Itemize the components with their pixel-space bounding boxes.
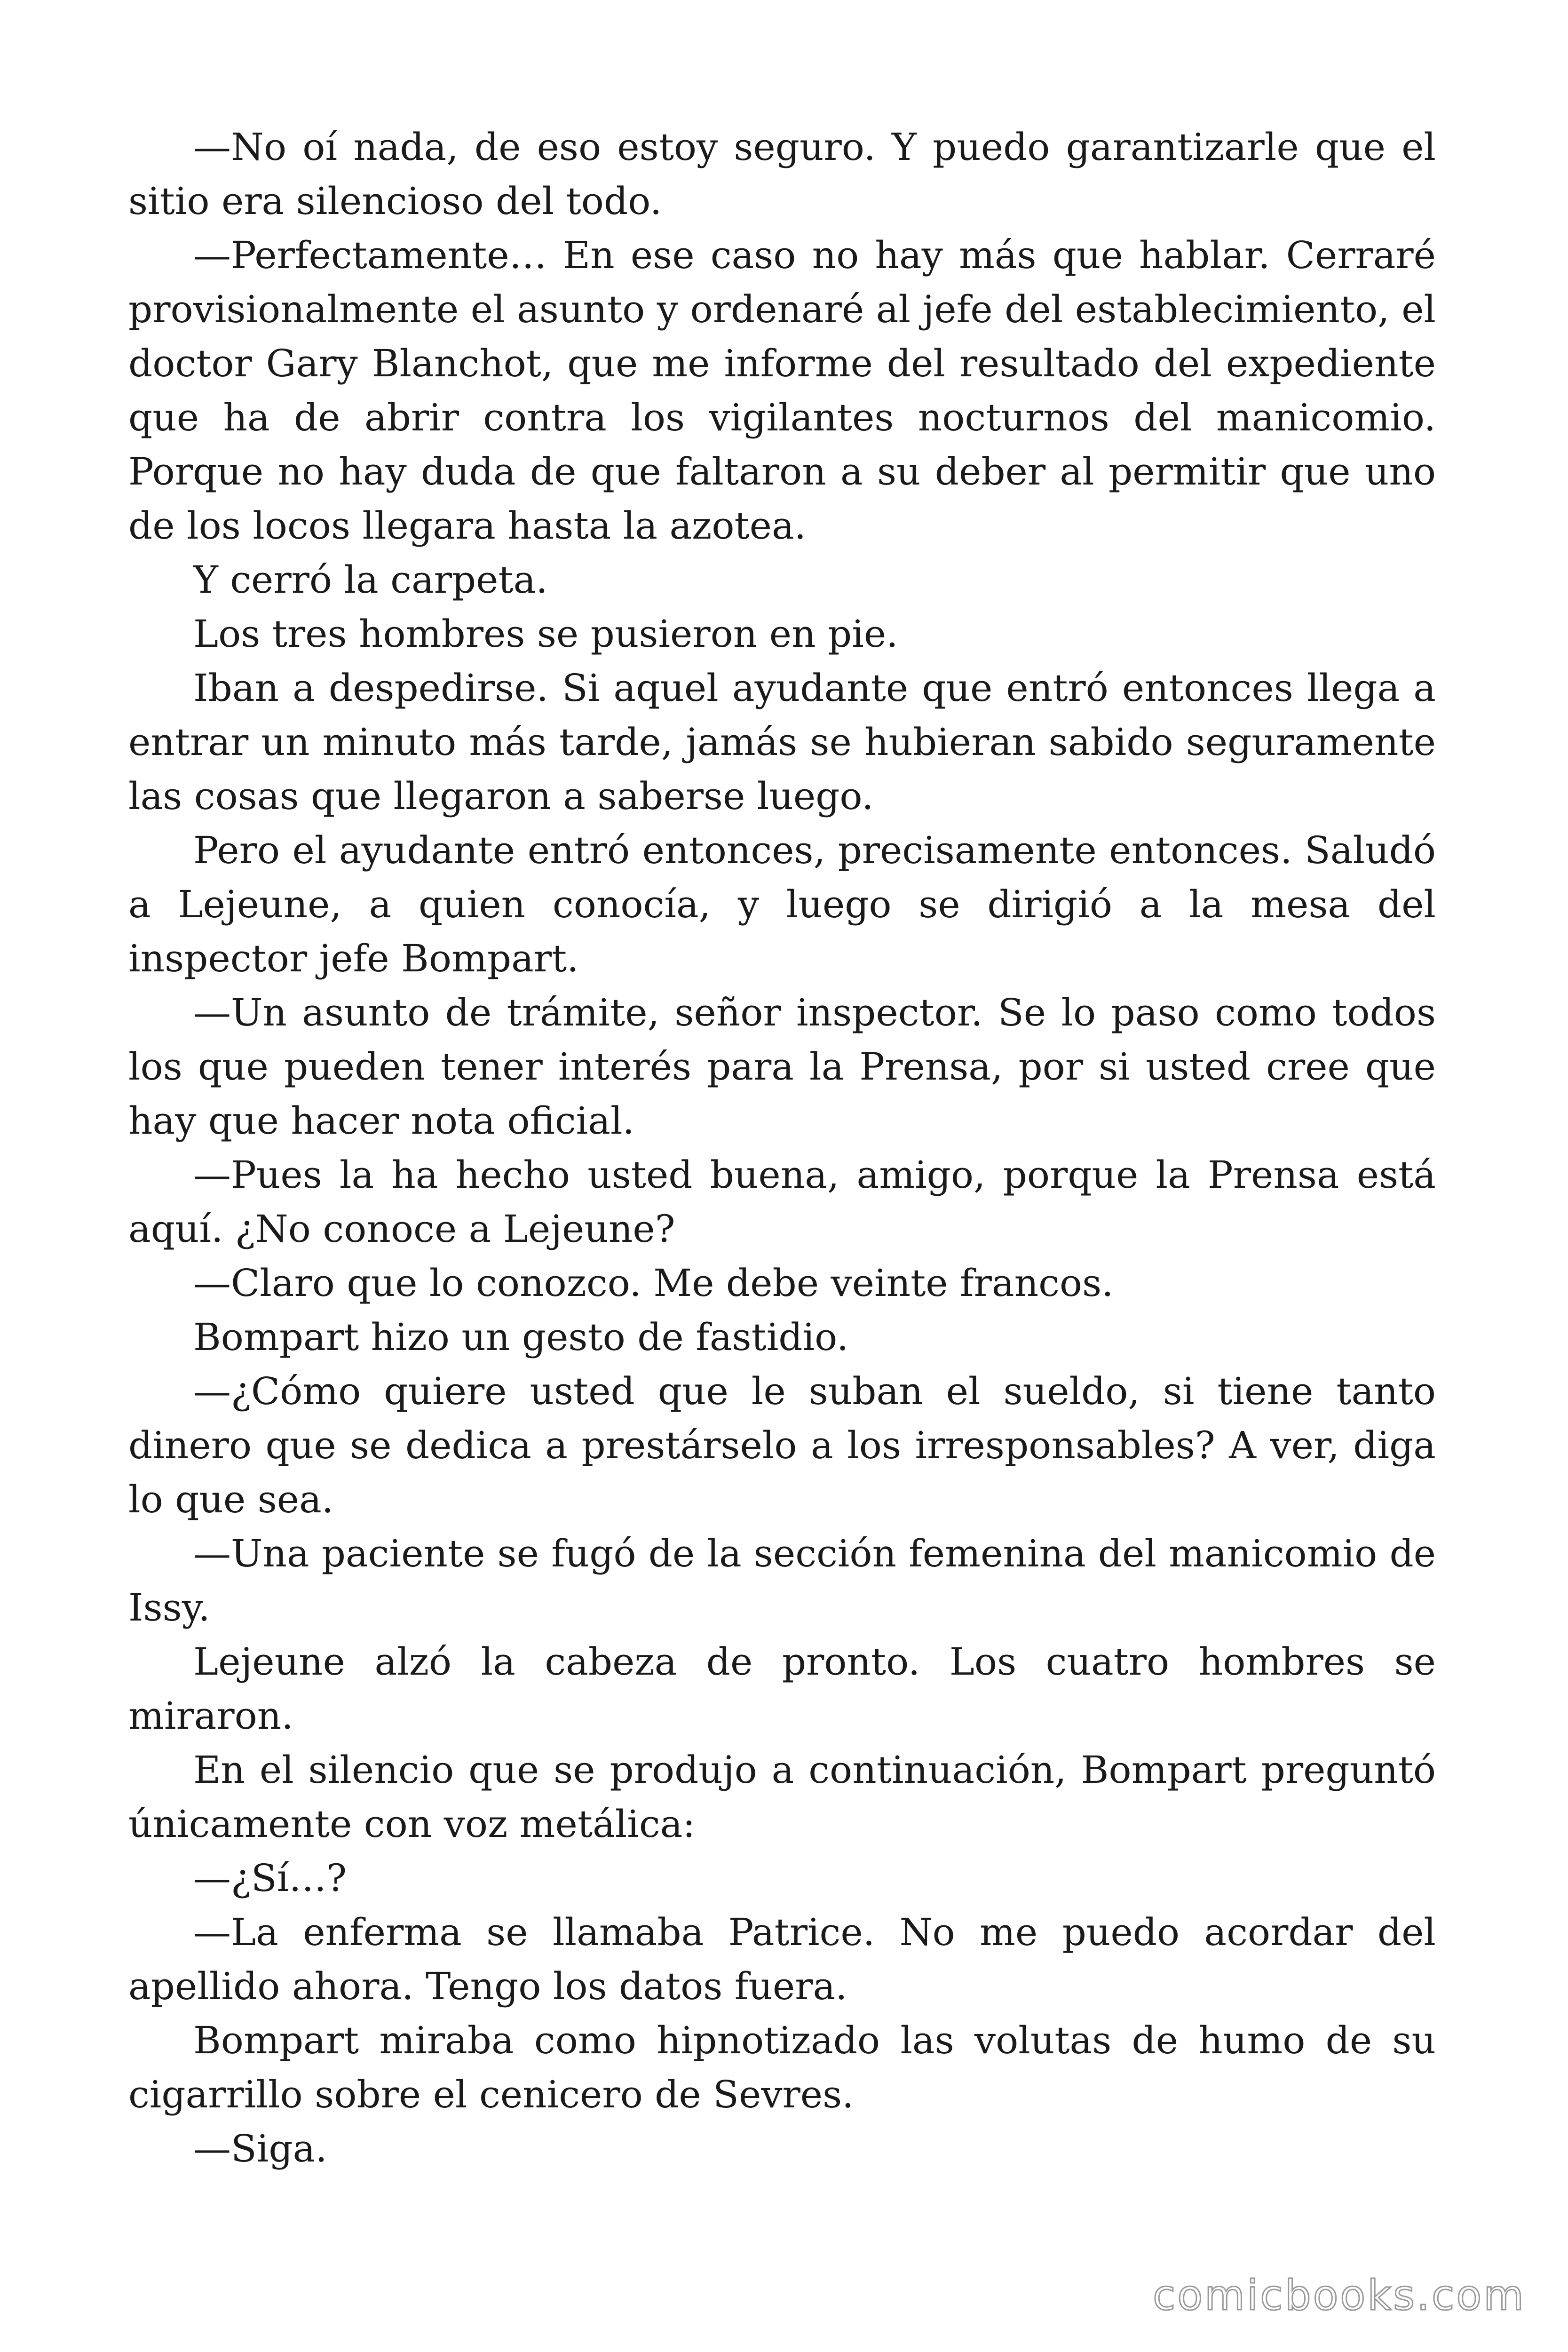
paragraph: —Claro que lo conozco. Me debe veinte francos. (193, 1261, 1114, 1305)
paragraph: —Perfectamente… En ese caso no hay más que hablar. Cerraré provisionalmente el asunto y ordenaré al jefe del establecimiento, el doctor Gary Blanchot, que me informe del resultado del expediente que ha de abrir contra los vigilantes nocturnos del manicomio. Porque no hay duda de que faltaron a su deber al permitir que uno de los locos llegara hasta la azotea. (128, 233, 1436, 548)
page-text (128, 120, 1436, 2176)
paragraph: —¿Sí…? (193, 1856, 347, 1900)
paragraph: —Pues la ha hecho usted buena, amigo, porque la Prensa está aquí. ¿No conoce a Lejeune? (128, 1153, 1436, 1251)
paragraph: Iban a despedirse. Si aquel ayudante que entró entonces llega a entrar un minuto más tarde, jamás se hubieran sabido seguramente las cosas que llegaron a saberse luego. (128, 666, 1436, 818)
paragraph: Bompart hizo un gesto de fastidio. (193, 1315, 849, 1359)
paragraph: Pero el ayudante entró entonces, precisamente entonces. Saludó a Lejeune, a quien conocía, y luego se dirigió a la mesa del inspector jefe Bompart. (128, 828, 1436, 980)
paragraph: Lejeune alzó la cabeza de pronto. Los cuatro hombres se miraron. (128, 1640, 1436, 1738)
paragraph: En el silencio que se produjo a continuación, Bompart preguntó únicamente con voz metálica: (128, 1748, 1436, 1846)
paragraph: —Una paciente se fugó de la sección femenina del manicomio de Issy. (128, 1532, 1436, 1629)
paragraph: —Un asunto de trámite, señor inspector. Se lo paso como todos los que pueden tener interés para la Prensa, por si usted cree que hay que hacer nota oficial. (128, 991, 1436, 1143)
paragraph: —La enferma se llamaba Patrice. No me puedo acordar del apellido ahora. Tengo los datos fuera. (128, 1910, 1436, 2008)
watermark-logo: comicbooks.com (1152, 2271, 1526, 2320)
paragraph: Los tres hombres se pusieron en pie. (193, 612, 898, 656)
paragraph: —No oí nada, de eso estoy seguro. Y puedo garantizarle que el sitio era silencioso del todo. (128, 125, 1436, 223)
paragraph: —¿Cómo quiere usted que le suban el sueldo, si tiene tanto dinero que se dedica a prestárselo a los irresponsables? A ver, diga lo que sea. (128, 1369, 1436, 1521)
paragraph: Bompart miraba como hipnotizado las volutas de humo de su cigarrillo sobre el cenicero de Sevres. (128, 2018, 1436, 2116)
paragraph: Y cerró la carpeta. (193, 558, 548, 602)
paragraph: —Siga. (193, 2127, 327, 2170)
